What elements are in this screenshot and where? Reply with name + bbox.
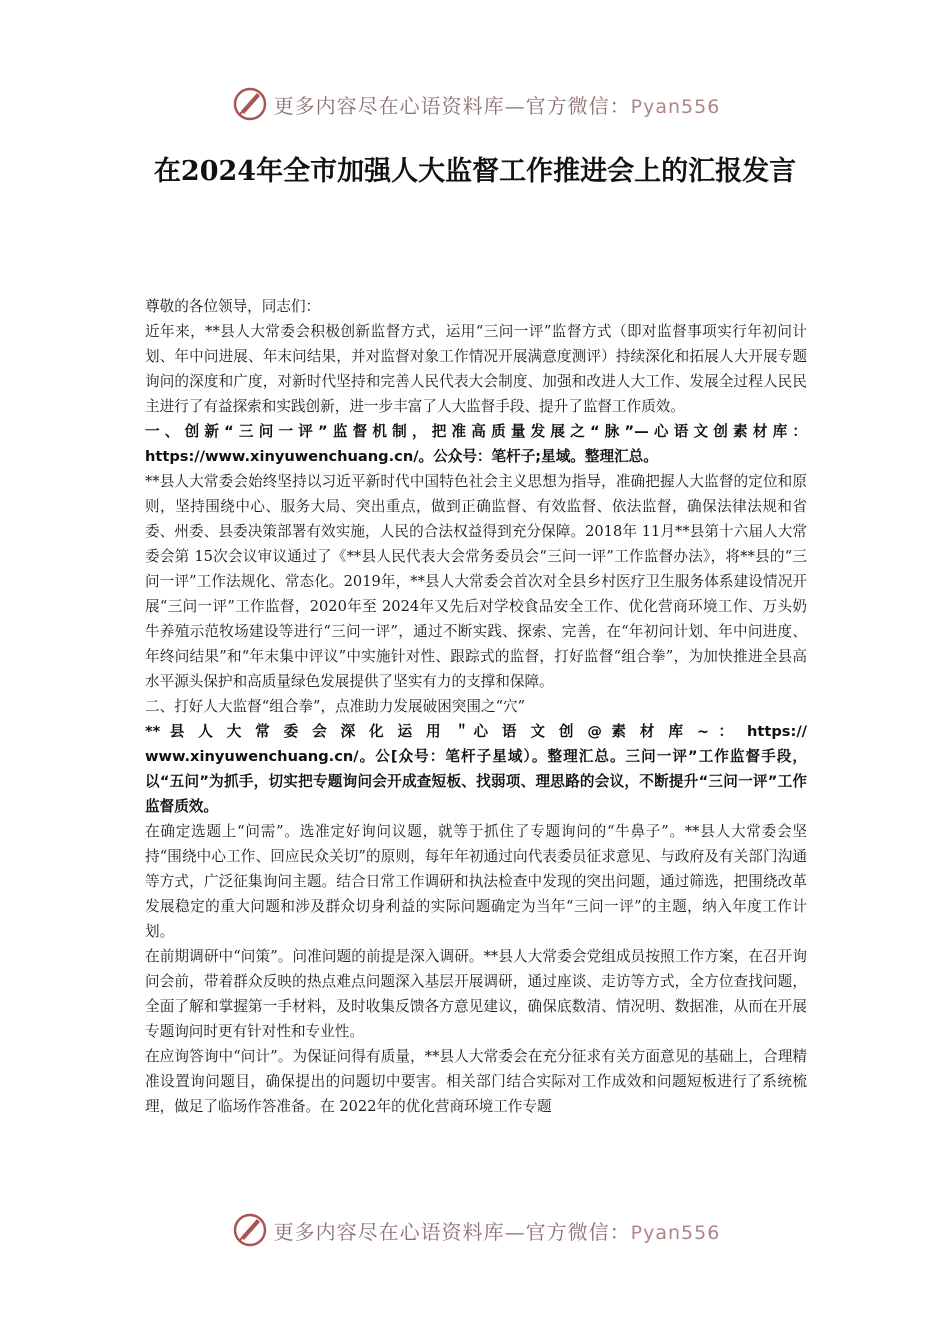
salutation: 尊敬的各位领导，同志们： [145,298,321,315]
banner-text: 更多内容尽在心语资料库—官方微信：Pyan556 [273,93,721,118]
document-body [145,294,807,1119]
header-banner [0,82,950,126]
paragraph: 在前期调研中“问策”。问准问题的前提是深入调研。**县人大常委会党组成员按照工作方案，在召开询问会前，带着群众反映的热点难点问题深入基层开展调研，通过座谈、走访等方式，全方位查找问题，全面了解和掌握第一手材料，及时收集反馈各方意见建议，确保底数清、情况明、数据准，从而在开展专题询问时更有针对性和专业性。 [145,948,807,1040]
section-heading: 二、打好人大监督“组合拳”，点准助力发展破困突围之“穴” [145,698,526,715]
paragraph: **县人大常委会始终坚持以习近平新时代中国特色社会主义思想为指导，准确把握人大监督的定位和原则，坚持围绕中心、服务大局、突出重点，做到正确监督、有效监督、依法监督，确保法律法规和省委、州委、县委决策部署有效实施，人民的合法权益得到充分保障。2018年 11月**县第十六届人大常委会第 15次会议审议通过了《**县人民代表大会常务委员会“三问一评”工作监督办法》，将**县的“三问一评”工作法规化、常态化。2019年，**县人大常委会首次对全县乡村医疗卫生服务体系建设情况开展“三问一评”工作监督，2020年至 2024年又先后对学校食品安全工作、优化营商环境工作、万头奶牛养殖示范牧场建设等进行“三问一评”，通过不断实践、探索、完善，在“年初问计划、年中问进度、年终问结果”和“年末集中评议”中实施针对性、跟踪式的监督，打好监督“组合拳”，为加快推进全县高水平源头保护和高质量绿色发展提供了坚实有力的支撑和保障。 [145,473,807,690]
section-heading: 一、创新“三问一评”监督机制，把准高质量发展之“脉”—心语文创素材库：https://www.xinyuwenchuang.cn/。公众号：笔杆子;星域。整理汇总。 [145,423,807,465]
paragraph: 在应询答询中“问计”。为保证问得有质量，**县人大常委会在充分征求有关方面意见的基础上，合理精准设置询问题目，确保提出的问题切中要害。相关部门结合实际对工作成效和问题短板进行了系统梳理，做足了临场作答准备。在 2022年的优化营商环境工作专题 [145,1048,807,1115]
wechat-id: Pyan556 [630,1221,721,1244]
paragraph-bold: ** 县 人 大 常 委 会 深 化 运 用 ＂心 语 文 创 @ 素 材 库 ~ ： https:// [145,723,807,740]
logo-icon [230,84,270,124]
banner-text: 更多内容尽在心语资料库—官方微信：Pyan556 [273,1219,721,1244]
paragraph: 在确定选题上“问需”。选准定好询问议题，就等于抓住了专题询问的“牛鼻子”。**县人大常委会坚持“围绕中心工作、回应民众关切”的原则，每年年初通过向代表委员征求意见、与政府及有关部门沟通等方式，广泛征集询问主题。结合日常工作调研和执法检查中发现的突出问题，通过筛选，把围绕改革发展稳定的重大问题和涉及群众切身利益的实际问题确定为当年“三问一评”的主题，纳入年度工作计划。 [145,823,807,940]
paragraph: 近年来，**县人大常委会积极创新监督方式，运用“三问一评”监督方式（即对监督事项实行年初问计划、年中问进展、年末问结果，并对监督对象工作情况开展满意度测评）持续深化和拓展人大开展专题询问的深度和广度，对新时代坚持和完善人民代表大会制度、加强和改进人大工作、发展全过程人民民主进行了有益探索和实践创新，进一步丰富了人大监督手段、提升了监督工作质效。 [145,323,807,415]
page-title: 在2024年全市加强人大监督工作推进会上的汇报发言 [153,156,797,187]
logo-icon [230,1210,270,1250]
footer-banner [0,1208,950,1252]
paragraph-bold: www.xinyuwenchuang.cn/。公[众号：笔杆子星域）。整理汇总。三问一评”工作监督手段，以“五问”为抓手，切实把专题询问会开成查短板、找弱项、理思路的会议，不断提升“三问一评”工作监督质效。 [145,748,807,815]
wechat-id: Pyan556 [630,95,721,118]
